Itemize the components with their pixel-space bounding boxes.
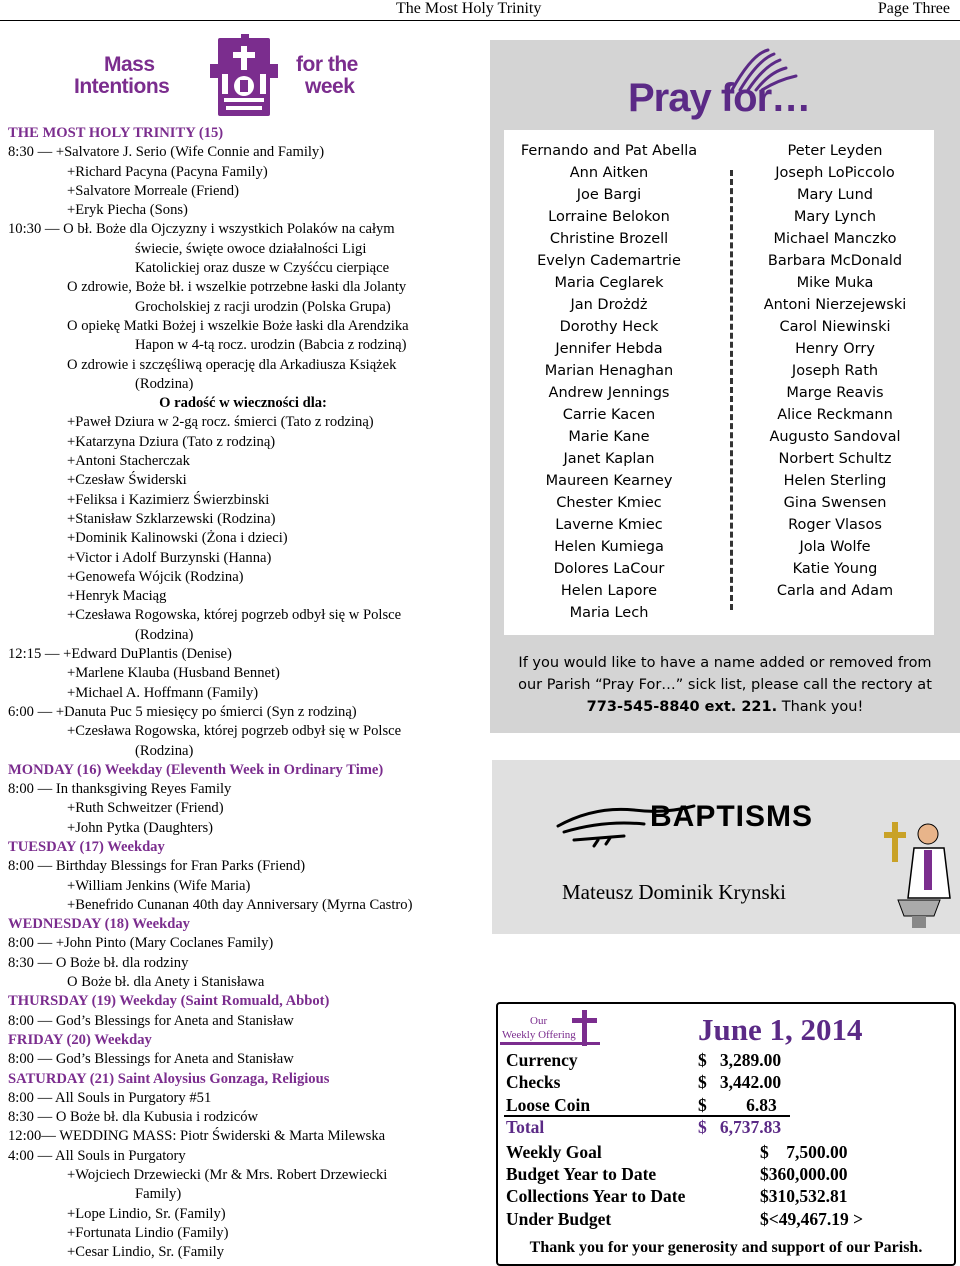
pray-name: Janet Kaplan [563,451,655,467]
intention-line: 8:00 — God’s Blessings for Aneta and Stanisław [8,1051,294,1068]
pray-name: Maria Ceglarek [554,275,664,291]
pray-name: Peter Leyden [787,143,883,159]
offering-label: Total [506,1117,545,1138]
pray-name: Antoni Nierzejewski [763,297,907,313]
intention-line: +Fortunata Lindio (Family) [67,1224,229,1241]
intention-line: 8:00 — +John Pinto (Mary Coclanes Family) [8,935,274,952]
intention-line: +Katarzyna Dziura (Tato z rodziną) [67,433,276,450]
intention-line: 12:00— WEDDING MASS: Piotr Świderski & Marta Milewska [8,1128,386,1145]
offering-value: $310,532.81 [760,1186,848,1207]
intention-line: O zdrowie i szczęśliwą operację dla Arkadiusza Książek [67,356,397,373]
intention-line: +Genowefa Wójcik (Rodzina) [67,568,244,585]
intention-line: +Lope Lindio, Sr. (Family) [67,1205,226,1222]
pray-name: Alice Reckmann [777,407,893,423]
offering-label: Collections Year to Date [506,1186,686,1207]
day-heading: THURSDAY (19) Weekday (Saint Romuald, Abbot) [8,993,330,1010]
note-line-2: our Parish “Pray For…” sick list, please call the rectory at [518,677,932,693]
pray-name: Helen Lapore [560,583,658,599]
offering-date: June 1, 2014 [698,1012,863,1047]
day-heading: MONDAY (16) Weekday (Eleventh Week in Ordinary Time) [8,761,384,778]
pray-name: Norbert Schultz [778,451,892,467]
intention-line: +Salvatore Morreale (Friend) [67,182,239,199]
pray-name: Marge Reavis [786,385,884,401]
baptisms-box [492,760,960,934]
intention-line: +Wojciech Drzewiecki (Mr & Mrs. Robert Drzewiecki [67,1167,388,1184]
pray-name: Maureen Kearney [545,473,673,489]
pray-name: Christine Brozell [549,231,669,247]
intention-line: O radość w wieczności dla: [159,395,327,412]
intention-line: 12:15 — +Edward DuPlantis (Denise) [8,646,232,663]
intention-line: Family) [135,1186,182,1203]
intention-line: +William Jenkins (Wife Maria) [67,877,251,894]
offering-label: Weekly Goal [506,1141,602,1162]
logo-word-mass: Mass [104,53,155,76]
intention-line: +Czesława Rogowska, której pogrzeb odbył się w Polsce [67,607,402,624]
intention-line: +Richard Pacyna (Pacyna Family) [67,163,268,180]
intention-line: +Eryk Piecha (Sons) [67,202,188,219]
pray-name: Fernando and Pat Abella [520,143,698,159]
intention-line: 8:00 — Birthday Blessings for Fran Parks (Friend) [8,858,306,875]
logo-word-week: week [305,75,355,98]
intention-line: Katolickiej oraz dusze w Czyśćcu cierpiące [135,260,390,277]
pray-name: Henry Orry [795,341,875,357]
intention-line: 8:30 — +Salvatore J. Serio (Wife Connie and Family) [8,144,325,161]
intention-line: 8:30 — O Boże bł. dla Kubusia i rodziców [8,1109,259,1126]
offering-value: $360,000.00 [760,1164,848,1184]
intention-line: +Paweł Dziura w 2-gą rocz. śmierci (Tato z rodziną) [67,414,374,431]
note-line-1: If you would like to have a name added or removed from [518,655,932,671]
baptisms-title: BAPTISMS [650,800,814,833]
intention-line: (Rodzina) [135,375,194,392]
intention-line: 8:00 — In thanksgiving Reyes Family [8,781,232,798]
intention-line: 6:00 — +Danuta Puc 5 miesięcy po śmierci (Syn z rodziną) [8,703,357,720]
weekly-offering-box [496,1002,956,1266]
pray-name: Marie Kane [568,429,650,445]
offering-logo-icon [500,1008,610,1052]
intention-line: +Czesława Rogowska, której pogrzeb odbył się w Polsce [67,723,402,740]
day-heading: WEDNESDAY (18) Weekday [8,916,190,933]
pray-name: Mary Lynch [793,209,877,225]
intention-line: +Stanisław Szklarzewski (Rodzina) [67,510,276,527]
intention-line: O Boże bł. dla Anety i Stanisława [67,974,265,991]
pray-name: Dolores LaCour [553,561,665,577]
offering-logo-label: Weekly Offering [502,1029,576,1041]
priest-font-icon [884,820,954,930]
intention-line: +John Pytka (Daughters) [67,819,214,836]
offering-value: $ 6,737.83 [698,1117,782,1138]
day-heading: TUESDAY (17) Weekday [8,838,165,855]
pray-name: Jan Drożdż [570,297,648,313]
pray-for-box [490,40,960,733]
names-column-2 [730,140,940,602]
offering-label: Budget Year to Date [506,1164,657,1184]
offering-label: Loose Coin [506,1094,591,1115]
offering-label: Currency [506,1050,578,1070]
pray-name: Laverne Kmiec [555,517,663,533]
intention-line: (Rodzina) [135,742,194,759]
offering-label: Checks [506,1072,561,1093]
day-heading: FRIDAY (20) Weekday [8,1031,152,1048]
pray-name: Helen Sterling [783,473,887,489]
logo-word-intentions: Intentions [74,75,170,98]
intention-line: 4:00 — All Souls in Purgatory [8,1147,186,1164]
pray-name: Carol Niewinski [779,319,891,335]
page-header [0,0,960,21]
offering-value: $ 3,442.00 [698,1072,782,1093]
rectory-phone: 773-545-8840 ext. 221. [586,699,778,715]
pray-name: Mary Lund [797,187,873,203]
pray-name: Lorraine Belokon [548,209,670,225]
intention-line: 8:00 — God’s Blessings for Aneta and Stanisław [8,1012,294,1029]
pray-name: Augusto Sandoval [769,429,901,445]
note-thanks: Thank you! [777,699,864,715]
names-column-1 [504,140,714,624]
offering-value: $ 6.83 [698,1094,777,1115]
pray-name: Marian Henaghan [544,363,674,379]
offering-value: $ 3,289.00 [698,1050,782,1070]
pray-for-names-panel [504,130,934,635]
pray-name: Jola Wolfe [799,539,871,555]
offering-label: Under Budget [506,1208,612,1229]
pray-name: Dorothy Heck [559,319,659,335]
intention-line: (Rodzina) [135,626,194,643]
pray-name: Roger Vlasos [788,517,882,533]
intention-line: +Marlene Klauba (Husband Bennet) [67,665,280,682]
intention-line: 10:30 — O bł. Boże dla Ojczyzny i wszystkich Polaków na całym [8,221,395,238]
pray-name: Jennifer Hebda [555,341,663,357]
intention-line: Hapon w 4-tą rocz. urodzin (Babcia z rodziną) [135,337,407,354]
intention-line: +Czesław Świderski [67,472,187,489]
offering-thanks: Thank you for your generosity and support of our Parish. [529,1239,923,1256]
pray-name: Katie Young [792,561,878,577]
intention-line: +Dominik Kalinowski (Żona i dzieci) [67,530,288,547]
offering-logo-our: Our [530,1015,548,1027]
intention-line: +Feliksa i Kazimierz Świerzbinski [67,491,270,508]
intention-line: O zdrowie, Boże bł. i wszelkie potrzebne łaski dla Jolanty [67,279,407,296]
intention-line: Grocholskiej z racji urodzin (Polska Grupa) [135,298,391,315]
pray-name: Joe Bargi [576,187,642,203]
day-heading: SATURDAY (21) Saint Aloysius Gonzaga, Religious [8,1070,330,1087]
pray-name: Mike Muka [796,275,874,291]
intention-line: +Henryk Maciąg [67,588,167,605]
intention-line: +Michael A. Hoffmann (Family) [67,684,259,701]
pray-name: Evelyn Cademartrie [537,253,681,269]
pray-name: Ann Aitken [569,165,649,181]
pray-for-title: Pray for… [628,76,811,120]
pray-name: Helen Kumiega [554,539,664,555]
intention-line: 8:00 — All Souls in Purgatory #51 [8,1089,212,1106]
intention-line: 8:30 — O Boże bł. dla rodziny [8,954,189,971]
pray-name: Carrie Kacen [562,407,656,423]
mass-intentions-logo [70,34,390,120]
intention-line: +Antoni Stacherczak [67,453,190,470]
mass-intentions-list [8,124,478,1263]
pray-name: Gina Swensen [783,495,887,511]
pray-name: Andrew Jennings [548,385,670,401]
pray-name: Michael Manczko [773,231,897,247]
logo-word-for-the: for the [296,53,358,76]
offering-value: $<49,467.19 > [760,1208,864,1229]
pray-name: Joseph LoPiccolo [775,165,895,181]
baptized-name: Mateusz Dominik Krynski [562,880,786,904]
intention-line: świecie, święte owoce działalności Ligi [135,240,367,257]
intention-line: +Ruth Schweitzer (Friend) [67,800,224,817]
intention-line: O opiekę Matki Bożej i wszelkie Boże łaski dla Arendzika [67,317,409,334]
pray-for-note [490,652,960,718]
intention-line: +Cesar Lindio, Sr. (Family [67,1244,224,1261]
pray-name: Joseph Rath [791,363,879,379]
page-number: Page Three [877,0,950,17]
pray-name: Maria Lech [569,605,649,621]
header-title: The Most Holy Trinity [396,0,542,17]
intention-line: +Benefrido Cunanan 40th day Anniversary (Myrna Castro) [67,896,413,913]
offering-value: $ 7,500.00 [760,1141,848,1162]
pray-name: Barbara McDonald [767,253,903,269]
intention-line: +Victor i Adolf Burzynski (Hanna) [67,549,272,566]
pray-name: Carla and Adam [776,583,894,599]
day-heading: THE MOST HOLY TRINITY (15) [8,125,224,141]
pray-name: Chester Kmiec [556,495,662,511]
